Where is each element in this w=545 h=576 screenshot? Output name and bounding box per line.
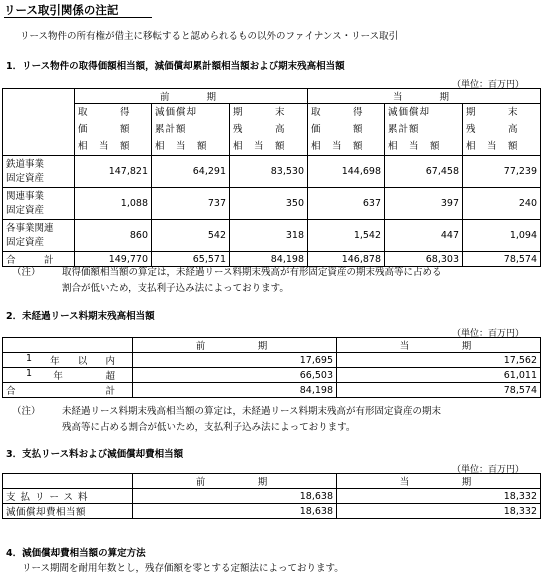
cell-value: 83,530	[230, 156, 308, 188]
row-label: 鉄道事業 固定資産	[3, 156, 75, 188]
cell-value: 637	[308, 188, 385, 220]
intro-text: リース物件の所有権が借主に移転すると認められるもの以外のファイナンス・リース取引	[20, 31, 399, 42]
header-curr: 当 期	[337, 474, 541, 489]
cell-value: 542	[152, 220, 230, 252]
header-prev: 前 期	[133, 338, 337, 353]
section2-unit: （単位：百万円）	[452, 329, 525, 339]
cell-value: 146,878	[308, 252, 385, 267]
corner-cell	[3, 474, 133, 489]
cell-value: 318	[230, 220, 308, 252]
cell-value: 1,094	[463, 220, 541, 252]
table-row	[3, 156, 541, 188]
cell-value: 17,562	[337, 353, 541, 368]
row-label: 1 年 超	[3, 368, 133, 383]
col-balance-curr: 期 末 残 高 相 当 額	[463, 104, 541, 156]
cell-value: 18,332	[337, 504, 541, 519]
section1-note-line1: 取得価額相当額の算定は，未経過リース料期末残高が有形固定資産の期末残高等に占める	[62, 267, 442, 278]
cell-value: 64,291	[152, 156, 230, 188]
section2-table	[2, 337, 541, 398]
section1-table	[2, 88, 541, 267]
section3-table	[2, 473, 541, 519]
cell-value: 66,503	[133, 368, 337, 383]
total-row	[3, 252, 541, 267]
section4-heading: 4．減価償却費相当額の算定方法	[6, 548, 146, 559]
cell-value: 65,571	[152, 252, 230, 267]
title-underline	[4, 17, 152, 18]
col-depreciation-prev: 減価償却 累計額 相 当 額	[152, 104, 230, 156]
table-row	[3, 368, 541, 383]
cell-value: 144,698	[308, 156, 385, 188]
cell-value: 149,770	[75, 252, 152, 267]
cell-value: 860	[75, 220, 152, 252]
corner-cell	[3, 89, 75, 156]
cell-value: 78,574	[337, 383, 541, 398]
total-row	[3, 383, 541, 398]
section1-note-mark: （注）	[12, 267, 41, 278]
table-row	[3, 188, 541, 220]
section1-heading: 1．リース物件の取得価額相当額，減価償却累計額相当額および期末残高相当額	[6, 61, 345, 72]
section2-note-mark: （注）	[12, 406, 41, 417]
table-row	[3, 504, 541, 519]
section1-note-line2: 割合が低いため，支払利子込み法によっております。	[62, 283, 289, 294]
cell-value: 240	[463, 188, 541, 220]
cell-value: 17,695	[133, 353, 337, 368]
cell-value: 447	[385, 220, 463, 252]
section3-heading: 3．支払リース料および減価償却費相当額	[6, 449, 184, 460]
cell-value: 18,638	[133, 504, 337, 519]
table-row	[3, 353, 541, 368]
period-prev-header: 前 期	[75, 89, 308, 104]
corner-cell	[3, 338, 133, 353]
table-row	[3, 220, 541, 252]
table-row	[3, 489, 541, 504]
cell-value: 18,332	[337, 489, 541, 504]
section3-unit: （単位：百万円）	[452, 465, 525, 475]
row-label: 減価償却費相当額	[3, 504, 133, 519]
cell-value: 1,088	[75, 188, 152, 220]
section2-note-line2: 残高等に占める割合が低いため，支払利子込み法によっております。	[62, 422, 356, 433]
header-prev: 前 期	[133, 474, 337, 489]
cell-value: 68,303	[385, 252, 463, 267]
cell-value: 84,198	[230, 252, 308, 267]
section1-unit: （単位：百万円）	[452, 80, 525, 90]
cell-value: 18,638	[133, 489, 337, 504]
cell-value: 147,821	[75, 156, 152, 188]
total-label: 合 計	[3, 383, 133, 398]
section4-body: リース期間を耐用年数とし，残存価額を零とする定額法によっております。	[22, 563, 344, 574]
cell-value: 67,458	[385, 156, 463, 188]
period-curr-header: 当 期	[308, 89, 541, 104]
row-label: 支払リース料	[3, 489, 133, 504]
cell-value: 1,542	[308, 220, 385, 252]
cell-value: 397	[385, 188, 463, 220]
section2-heading: 2．未経過リース料期末残高相当額	[6, 311, 155, 322]
cell-value: 78,574	[463, 252, 541, 267]
section2-note-line1: 未経過リース料期末残高相当額の算定は，未経過リース料期末残高が有形固定資産の期末	[62, 406, 442, 417]
page-title: リース取引関係の注記	[4, 3, 119, 17]
header-curr: 当 期	[337, 338, 541, 353]
row-label: 各事業関連 固定資産	[3, 220, 75, 252]
row-label: 1 年 以 内	[3, 353, 133, 368]
col-balance-prev: 期 末 残 高 相 当 額	[230, 104, 308, 156]
cell-value: 84,198	[133, 383, 337, 398]
row-label: 関連事業 固定資産	[3, 188, 75, 220]
cell-value: 350	[230, 188, 308, 220]
col-acquisition-curr: 取 得 価 額 相 当 額	[308, 104, 385, 156]
total-label: 合 計	[3, 252, 75, 267]
cell-value: 737	[152, 188, 230, 220]
cell-value: 61,011	[337, 368, 541, 383]
col-depreciation-curr: 減価償却 累計額 相 当 額	[385, 104, 463, 156]
col-acquisition-prev: 取 得 価 額 相 当 額	[75, 104, 152, 156]
cell-value: 77,239	[463, 156, 541, 188]
